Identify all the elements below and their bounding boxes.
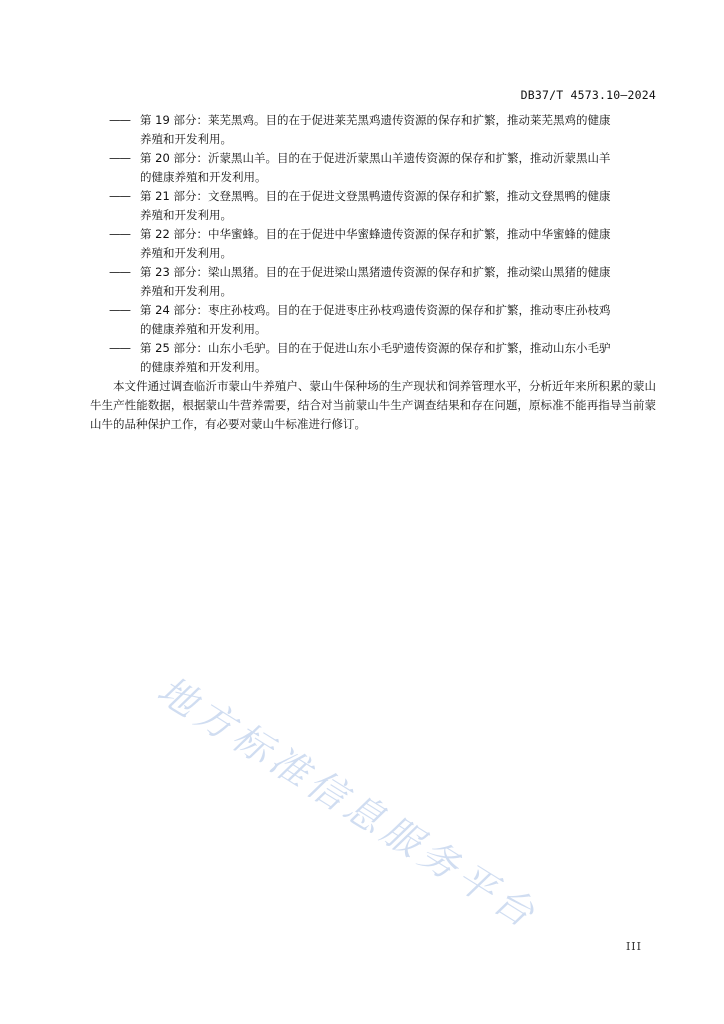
- list-item: [90, 301, 656, 339]
- list-item-continuation: 的健康养殖和开发利用。: [140, 360, 267, 374]
- list-dash: ——: [109, 189, 130, 203]
- list-dash: ——: [109, 227, 130, 241]
- list-item-text: 第 23 部分：梁山黑猪。目的在于促进梁山黑猪遗传资源的保存和扩繁，推动梁山黑猪的健康: [140, 265, 611, 279]
- list-item: [90, 339, 656, 377]
- list-item-text: 第 21 部分：文登黑鸭。目的在于促进文登黑鸭遗传资源的保存和扩繁，推动文登黑鸭的健康: [140, 189, 611, 203]
- list-item-continuation: 养殖和开发利用。: [140, 208, 232, 222]
- list-dash: ——: [109, 113, 130, 127]
- foreword-content: [90, 111, 656, 434]
- list-item-text: 第 24 部分：枣庄孙枝鸡。目的在于促进枣庄孙枝鸡遗传资源的保存和扩繁，推动枣庄孙枝鸡: [140, 303, 611, 317]
- document-code: DB37/T 4573.10—2024: [520, 88, 656, 102]
- page-number: III: [625, 940, 642, 953]
- watermark-text: 地方标准信息服务平台: [149, 667, 547, 939]
- list-item-continuation: 养殖和开发利用。: [140, 246, 232, 260]
- list-item: [90, 187, 656, 225]
- list-item: [90, 263, 656, 301]
- revision-paragraph: 本文件通过调查临沂市蒙山牛养殖户、蒙山牛保种场的生产现状和饲养管理水平，分析近年来所积累的蒙山牛生产性能数据，根据蒙山牛营养需要，结合对当前蒙山牛生产调查结果和存在问题，原标准不能再指导当前蒙山牛的品种保护工作，有必要对蒙山牛标准进行修订。: [90, 379, 656, 431]
- list-dash: ——: [109, 341, 130, 355]
- list-item: [90, 225, 656, 263]
- list-item-continuation: 的健康养殖和开发利用。: [140, 170, 267, 184]
- list-dash: ——: [109, 151, 130, 165]
- list-item-continuation: 养殖和开发利用。: [140, 284, 232, 298]
- list-item: [90, 111, 656, 149]
- list-item-text: 第 25 部分：山东小毛驴。目的在于促进山东小毛驴遗传资源的保存和扩繁，推动山东小毛驴: [140, 341, 611, 355]
- list-item-text: 第 20 部分：沂蒙黑山羊。目的在于促进沂蒙黑山羊遗传资源的保存和扩繁，推动沂蒙黑山羊: [140, 151, 611, 165]
- list-item: [90, 149, 656, 187]
- list-item-text: 第 19 部分：莱芜黑鸡。目的在于促进莱芜黑鸡遗传资源的保存和扩繁，推动莱芜黑鸡的健康: [140, 113, 611, 127]
- list-item-text: 第 22 部分：中华蜜蜂。目的在于促进中华蜜蜂遗传资源的保存和扩繁，推动中华蜜蜂的健康: [140, 227, 611, 241]
- list-item-continuation: 的健康养殖和开发利用。: [140, 322, 267, 336]
- list-dash: ——: [109, 265, 130, 279]
- list-item-continuation: 养殖和开发利用。: [140, 132, 232, 146]
- list-dash: ——: [109, 303, 130, 317]
